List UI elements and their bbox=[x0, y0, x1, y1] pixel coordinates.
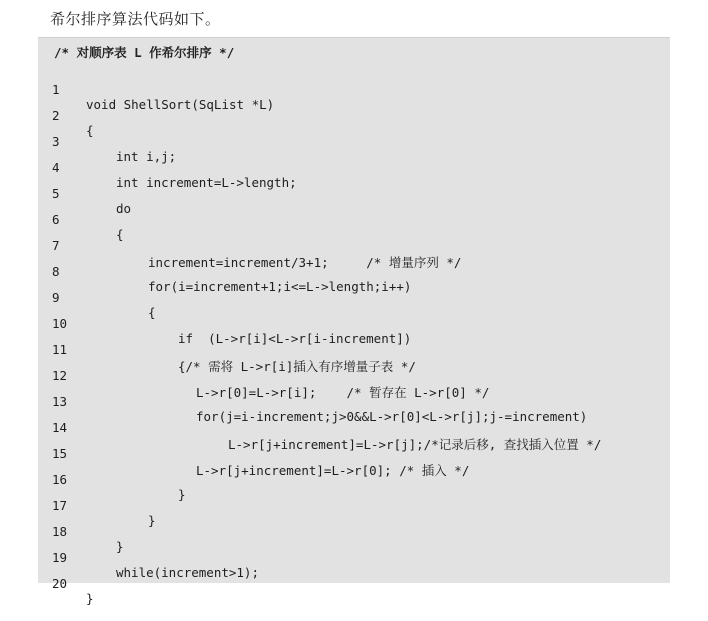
line-text: do bbox=[116, 201, 132, 216]
line-text: increment=increment/3+1; /* 增量序列 */ bbox=[148, 255, 462, 270]
line-text: for(i=increment+1;i<=L->length;i++) bbox=[148, 279, 412, 294]
line-number: 5 bbox=[52, 186, 60, 201]
code-line bbox=[38, 509, 670, 554]
code-line bbox=[38, 275, 670, 320]
line-number: 11 bbox=[52, 342, 68, 357]
line-number: 10 bbox=[52, 316, 68, 331]
line-text: { bbox=[86, 123, 94, 138]
line-number: 7 bbox=[52, 238, 60, 253]
line-text: L->r[0]=L->r[i]; /* 暂存在 L->r[0] */ bbox=[196, 385, 490, 400]
intro-text: 希尔排序算法代码如下。 bbox=[50, 10, 221, 28]
line-number: 17 bbox=[52, 498, 68, 513]
code-line bbox=[38, 379, 670, 424]
code-line bbox=[38, 535, 670, 580]
line-text: L->r[j+increment]=L->r[0]; /* 插入 */ bbox=[196, 463, 470, 478]
code-line bbox=[38, 67, 670, 112]
line-text: for(j=i-increment;j>0&&L->r[0]<L->r[j];j-=increment) bbox=[196, 409, 588, 424]
code-line bbox=[38, 93, 670, 138]
line-text: {/* 需将 L->r[i]插入有序增量子表 */ bbox=[178, 359, 416, 374]
line-text: } bbox=[148, 513, 156, 528]
line-number: 4 bbox=[52, 160, 60, 175]
code-line bbox=[38, 353, 670, 400]
line-number: 18 bbox=[52, 524, 68, 539]
line-text: void ShellSort(SqList *L) bbox=[86, 97, 275, 112]
line-text: } bbox=[178, 487, 186, 502]
line-number: 12 bbox=[52, 368, 68, 383]
code-line bbox=[38, 223, 670, 270]
line-number: 20 bbox=[52, 576, 68, 591]
code-block bbox=[38, 37, 670, 606]
line-number: 8 bbox=[52, 264, 60, 279]
line-text: } bbox=[116, 539, 124, 554]
line-number: 6 bbox=[52, 212, 60, 227]
code-line bbox=[38, 145, 670, 190]
code-title-comment: /* 对顺序表 L 作希尔排序 */ bbox=[54, 45, 235, 60]
line-text: if (L->r[i]<L->r[i-increment]) bbox=[178, 331, 412, 346]
code-line bbox=[38, 327, 670, 374]
line-number: 13 bbox=[52, 394, 68, 409]
code-line bbox=[38, 431, 670, 478]
line-number: 19 bbox=[52, 550, 68, 565]
code-line bbox=[38, 457, 670, 502]
line-number: 15 bbox=[52, 446, 68, 461]
line-text: int i,j; bbox=[116, 149, 177, 164]
line-text: int increment=L->length; bbox=[116, 175, 297, 190]
line-number: 16 bbox=[52, 472, 68, 487]
code-line bbox=[38, 249, 670, 294]
line-text: } bbox=[86, 591, 94, 606]
code-line bbox=[38, 171, 670, 216]
line-number: 1 bbox=[52, 82, 60, 97]
line-number: 2 bbox=[52, 108, 60, 123]
line-number: 14 bbox=[52, 420, 68, 435]
code-line bbox=[38, 119, 670, 164]
code-line bbox=[38, 197, 670, 242]
code-line bbox=[38, 483, 670, 528]
line-text: { bbox=[116, 227, 124, 242]
line-text: { bbox=[148, 305, 156, 320]
line-text: L->r[j+increment]=L->r[j];/*记录后移, 查找插入位置 */ bbox=[228, 437, 602, 452]
code-line bbox=[38, 301, 670, 346]
line-number: 9 bbox=[52, 290, 60, 305]
line-text: while(increment>1); bbox=[116, 565, 259, 580]
line-number: 3 bbox=[52, 134, 60, 149]
code-line bbox=[38, 405, 670, 452]
code-line bbox=[38, 561, 670, 606]
